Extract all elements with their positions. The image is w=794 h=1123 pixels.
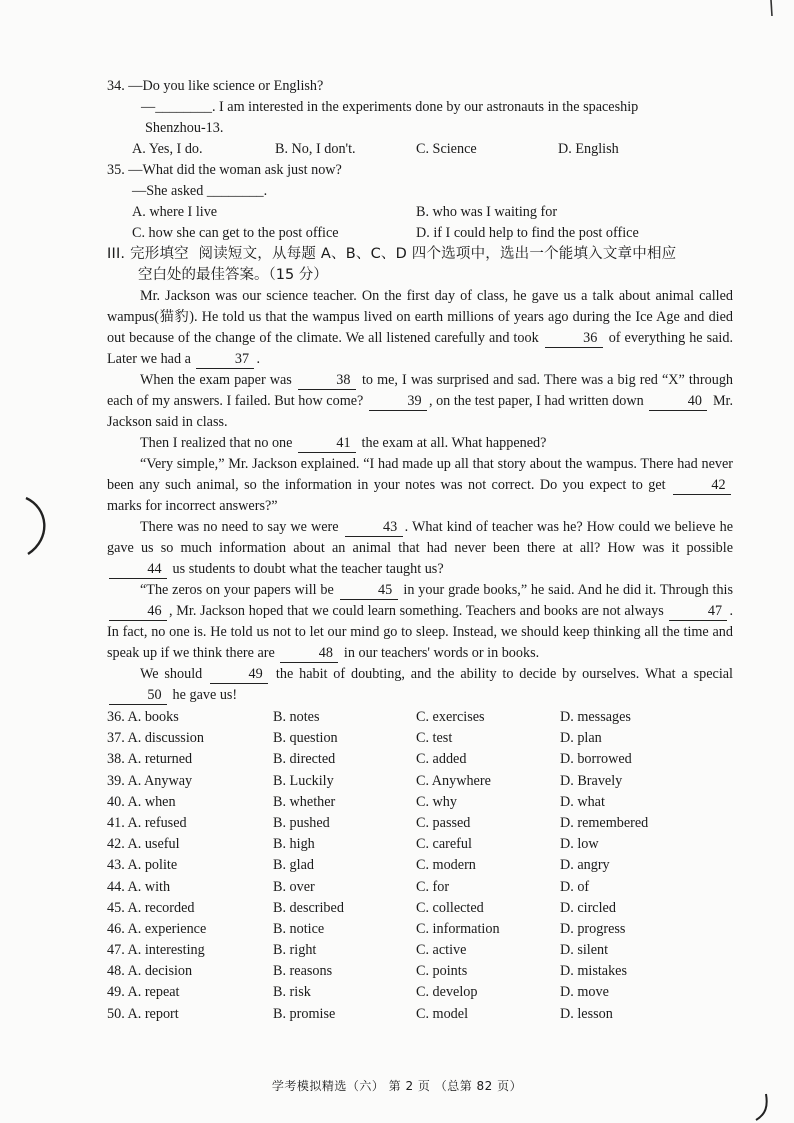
paragraph-5: There was no need to say we were 43 . What kind of teacher was he? How could we believe he gave us so much information about an animal that had never been there at all? How was it possible 44 us students to doubt what the teacher taught us?: [107, 519, 733, 577]
answer-option-d: D. mistakes: [560, 963, 627, 980]
answer-option-a: 50. A. report: [107, 1005, 179, 1022]
answer-option-b: B. described: [273, 899, 344, 916]
answer-options-table: [107, 707, 710, 1025]
paragraph-3: Then I realized that no one 41 the exam at all. What happened?: [140, 435, 547, 451]
question-34-reply-cont: Shenzhou-13.: [145, 120, 224, 136]
blank-46: 46: [109, 603, 167, 621]
question-35: [107, 160, 733, 244]
answer-option-b: B. risk: [273, 984, 311, 1001]
answer-row: [107, 982, 710, 1003]
question-34-reply: —________. I am interested in the experiments done by our astronauts in the spaceship: [141, 99, 639, 115]
answer-option-a: 44. A. with: [107, 878, 171, 895]
answer-option-c: C. test: [416, 730, 453, 747]
exam-content: [107, 76, 733, 1025]
answer-option-a: 38. A. returned: [107, 751, 193, 768]
answer-option-a: 39. A. Anyway: [107, 772, 193, 789]
answer-option-b: B. promise: [273, 1005, 336, 1022]
blank-47: 47: [669, 603, 727, 621]
answer-option-c: C. modern: [416, 857, 476, 874]
section-instruction: 阅读短文，从每题 A、B、C、D 四个选项中，选出一个能填入文章中相应: [198, 246, 677, 262]
blank-45: 45: [340, 582, 398, 600]
answer-row: [107, 792, 710, 813]
paragraph-1: Mr. Jackson was our science teacher. On the first day of class, he gave us a talk about animal called wampus(猫豹). He told us that the wampus lived on earth millions of years ago during the Ice Age and died out because of the change of the climate. We all listened carefully and took 36 of everything he said. Later we had a 37 .: [107, 288, 734, 367]
section-3-heading: [107, 244, 733, 286]
answer-row: [107, 940, 710, 961]
blank-44: 44: [109, 561, 167, 579]
answer-option-a: 41. A. refused: [107, 814, 187, 831]
answer-option-c: C. information: [416, 920, 500, 937]
answer-row: [107, 707, 710, 728]
answer-option-b: B. notice: [273, 920, 325, 937]
answer-option-a: 48. A. decision: [107, 963, 193, 980]
answer-option-b: B. reasons: [273, 963, 333, 980]
answer-option-a: 47. A. interesting: [107, 942, 205, 959]
section-instruction-cont: 空白处的最佳答案。（15 分）: [138, 267, 328, 283]
section-title: 完形填空: [130, 246, 189, 262]
blank-38: 38: [298, 372, 356, 390]
answer-option-b: B. Luckily: [273, 772, 334, 789]
answer-option-c: C. points: [416, 963, 468, 980]
option-b: B. No, I don't.: [275, 141, 356, 157]
cloze-passage: [107, 286, 733, 706]
paragraph-7: We should 49 the habit of doubting, and the ability to decide by ourselves. What a special 50 he gave us!: [107, 664, 733, 706]
answer-option-c: C. develop: [416, 984, 478, 1001]
answer-row: [107, 919, 710, 940]
option-b: B. who was I waiting for: [416, 204, 558, 220]
answer-option-b: B. pushed: [273, 814, 330, 831]
answer-option-c: C. collected: [416, 899, 484, 916]
question-35-reply: —She asked ________.: [132, 183, 268, 199]
answer-option-d: D. circled: [560, 899, 616, 916]
option-d: D. English: [558, 141, 619, 157]
question-34-blank: ________: [155, 99, 212, 115]
answer-option-d: D. remembered: [560, 814, 649, 831]
answer-option-b: B. whether: [273, 793, 336, 810]
binding-bracket-mark: [18, 496, 58, 556]
answer-option-b: B. right: [273, 942, 317, 959]
answer-option-a: 40. A. when: [107, 793, 176, 810]
answer-option-c: C. for: [416, 878, 450, 895]
answer-option-d: D. move: [560, 984, 609, 1001]
question-35-blank: ________: [206, 183, 264, 199]
question-34-options: [107, 139, 733, 160]
blank-40: 40: [649, 393, 707, 411]
answer-option-b: B. directed: [273, 751, 336, 768]
answer-option-b: B. high: [273, 836, 315, 853]
answer-option-d: D. messages: [560, 709, 631, 725]
option-a: A. where I live: [132, 204, 218, 220]
question-34-stem: 34. —Do you like science or English?: [107, 78, 324, 94]
paragraph-4: “Very simple,” Mr. Jackson explained. “I had made up all that story about the wampus. There had never been any such animal, so the information in your notes was not correct. Do you expect to get 42 marks for incorrect answers?”: [107, 456, 733, 514]
answer-option-d: D. of: [560, 878, 590, 895]
blank-39: 39: [369, 393, 427, 411]
answer-option-a: 49. A. repeat: [107, 984, 180, 1001]
blank-37: 37: [196, 351, 254, 369]
answer-option-b: B. glad: [273, 857, 314, 874]
answer-row: [107, 771, 710, 792]
answer-row: [107, 813, 710, 834]
blank-43: 43: [345, 519, 403, 537]
blank-50: 50: [109, 687, 167, 705]
page-curl-mark: [752, 1092, 776, 1122]
answer-option-d: D. Bravely: [560, 772, 623, 789]
paragraph-2: When the exam paper was 38 to me, I was surprised and sad. There was a big red “X” through each of my answers. I failed. But how come? 39 , on the test paper, I had written down 40 Mr. Jackson said in class.: [107, 372, 734, 430]
option-a: A. Yes, I do.: [132, 141, 203, 157]
section-number: III.: [107, 246, 126, 262]
paragraph-6: “The zeros on your papers will be 45 in your grade books,” he said. And he did it. Through this 46 , Mr. Jackson hoped that we could learn something. Teachers and books are not always 47 . In fact, no one is. He told us not to let our mind go to sleep. Instead, we should keep thinking all the time and speak up if we think there are 48 in our teachers' words or in books.: [107, 582, 734, 661]
answer-row: [107, 728, 710, 749]
question-35-options-row1: [107, 202, 733, 223]
answer-option-c: C. passed: [416, 814, 471, 831]
option-c: C. how she can get to the post office: [132, 225, 339, 241]
answer-option-b: B. notes: [273, 709, 320, 725]
option-d: D. if I could help to find the post office: [416, 225, 639, 241]
answer-row: [107, 961, 710, 982]
answer-option-d: D. borrowed: [560, 751, 632, 768]
answer-option-c: C. active: [416, 942, 467, 959]
answer-option-a: 45. A. recorded: [107, 899, 195, 916]
page-footer: 学考模拟精选（六） 第 2 页 （总第 82 页）: [271, 1079, 523, 1093]
answer-option-b: B. over: [273, 878, 315, 895]
answer-option-a: 42. A. useful: [107, 836, 180, 853]
answer-row: [107, 855, 710, 876]
answer-row: [107, 877, 710, 898]
scan-edge-mark: [766, 0, 776, 18]
answer-option-d: D. plan: [560, 730, 602, 747]
answer-option-c: C. model: [416, 1005, 469, 1022]
answer-option-a: 46. A. experience: [107, 920, 207, 937]
answer-option-d: D. what: [560, 793, 605, 810]
answer-option-a: 37. A. discussion: [107, 730, 204, 747]
answer-option-c: C. careful: [416, 836, 472, 853]
question-35-options-row2: [107, 223, 733, 244]
answer-option-c: C. added: [416, 751, 467, 768]
blank-49: 49: [210, 666, 268, 684]
answer-option-d: D. low: [560, 836, 599, 853]
answer-option-c: C. exercises: [416, 709, 485, 725]
blank-42: 42: [673, 477, 731, 495]
blank-41: 41: [298, 435, 356, 453]
option-c: C. Science: [416, 141, 477, 157]
answer-option-d: D. progress: [560, 920, 626, 937]
question-35-stem: 35. —What did the woman ask just now?: [107, 162, 342, 178]
answer-option-a: 36. A. books: [107, 709, 179, 725]
answer-row: [107, 1004, 710, 1025]
blank-36: 36: [545, 330, 603, 348]
answer-option-a: 43. A. polite: [107, 857, 178, 874]
answer-option-d: D. silent: [560, 942, 609, 959]
answer-row: [107, 898, 710, 919]
answer-option-c: C. Anywhere: [416, 772, 491, 789]
answer-row: [107, 834, 710, 855]
question-34: [107, 76, 733, 160]
answer-option-b: B. question: [273, 730, 338, 747]
answer-row: [107, 749, 710, 770]
answer-option-d: D. angry: [560, 857, 610, 874]
blank-48: 48: [280, 645, 338, 663]
answer-option-d: D. lesson: [560, 1005, 613, 1022]
answer-option-c: C. why: [416, 793, 457, 810]
